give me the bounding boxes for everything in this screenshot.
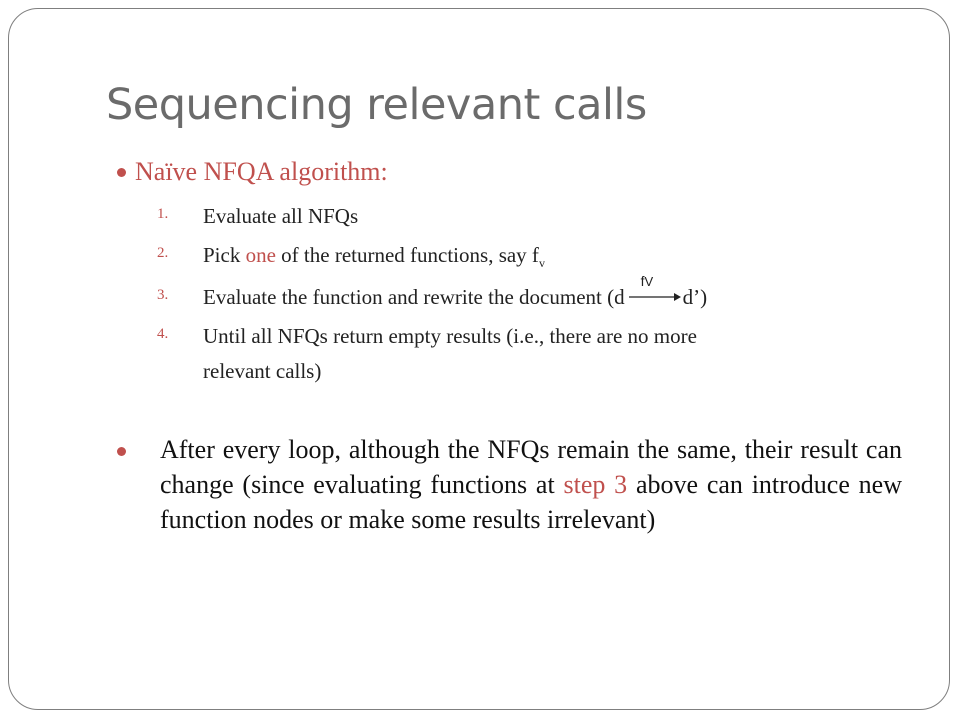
bullet-naive-algorithm: Naïve NFQA algorithm: [135,157,388,186]
text-segment: Evaluate the function and rewrite the document (d [203,285,625,309]
arrow-label: fV [640,273,654,290]
rewrite-arrow [627,273,681,309]
slide-title: Sequencing relevant calls [106,80,647,130]
list-item-text: Evaluate all NFQs [203,204,359,228]
highlight-word: one [245,243,276,267]
text-segment: above can introduce new function nodes or make some results irrelevant) [160,470,902,534]
bullet-dot [117,447,126,456]
list-item-text [203,273,708,310]
list-number: 3. [157,287,169,303]
right-arrow-icon [627,283,681,303]
highlight-step: step 3 [563,470,628,499]
list-number: 1. [157,206,169,222]
text-segment: d’) [682,285,708,309]
list-item-text: Until all NFQs return empty results (i.e., there are no more [203,324,697,348]
text-segment: of the returned functions, say f [275,243,539,267]
subscript: v [538,256,545,270]
bullet-after-every-loop [160,432,902,537]
list-item-text [203,243,545,271]
list-item-text: relevant calls) [203,359,322,383]
list-number: 2. [157,245,169,261]
list-number: 4. [157,326,169,342]
bullet-dot [117,168,126,177]
text-segment: Pick [203,243,246,267]
text-segment: After every loop, although the NFQs remain the same, their result can change (since evaluating functions at [160,435,902,499]
